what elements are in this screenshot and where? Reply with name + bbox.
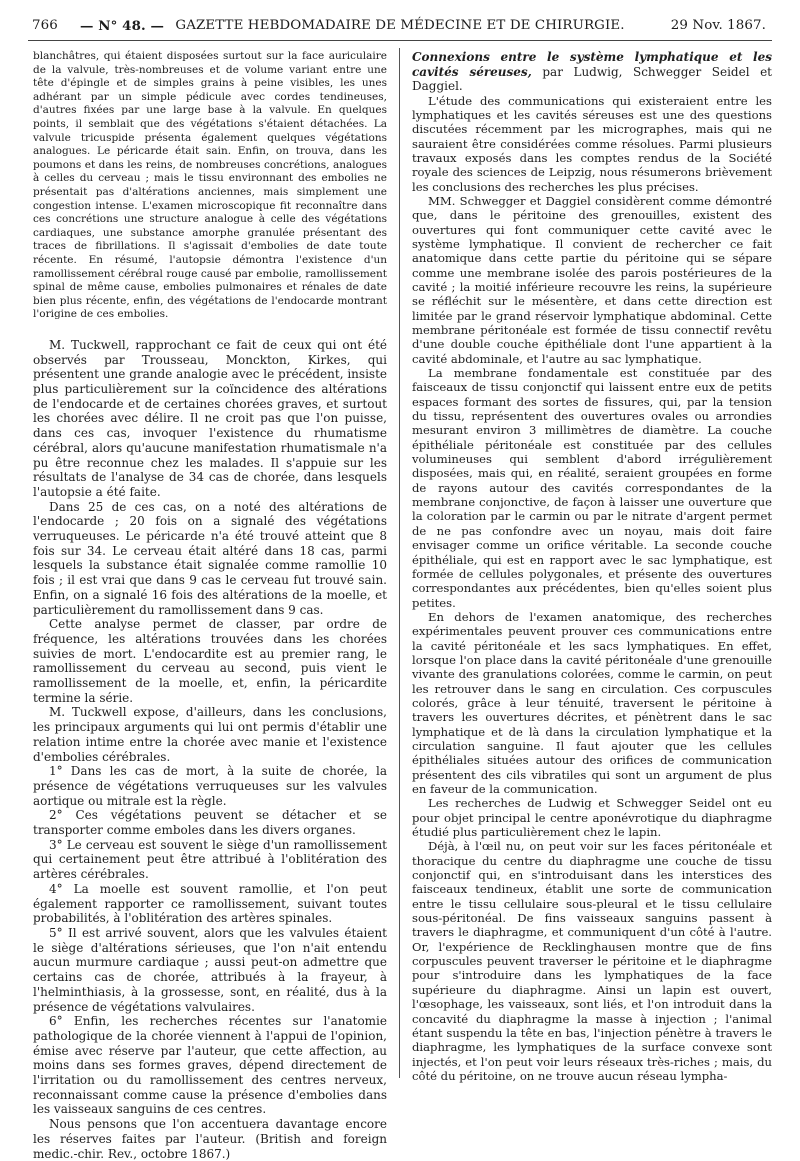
header-rule <box>28 40 772 41</box>
journal-title: GAZETTE HEBDOMADAIRE DE MÉDECINE ET DE CHIRURGIE. <box>175 18 625 33</box>
issue-number: — N° 48. — <box>80 18 164 34</box>
conclusion-item: 4° La moelle est souvent ramollie, et l'on peut également rapporter ce ramollissement, suivant toutes probabilités, à l'oblitération des artères spinales. <box>33 881 387 926</box>
left-column <box>33 50 387 1161</box>
section-heading <box>412 50 772 94</box>
closing-paragraph: Nous pensons que l'on accentuera davantage encore les réserves faites par l'auteur. (British and foreign medic.-chir. Rev., octobre 1867.) <box>33 1117 387 1161</box>
paragraph: M. Tuckwell, rapprochant ce fait de ceux qui ont été observés par Trousseau, Monckton, Kirkes, qui présentent une grande analogie avec le précédent, insiste plus particulièrement sur la coïncidence des altérations de l'endocarde et de certaines chorées graves, et surtout les chorées avec délire. Il ne croit pas que l'on puisse, dans ces cas, invoquer l'existence du rhumatisme cérébral, alors qu'aucune manifestation rhumatismale n'a pu être reconnue chez les malades. Il s'appuie sur les résultats de l'analyse de 34 cas de chorée, dans lesquels l'autopsie a été faite. <box>33 337 387 499</box>
page-number: 766 <box>32 18 58 33</box>
paragraph: Cette analyse permet de classer, par ordre de fréquence, les altérations trouvées dans les chorées suivies de mort. L'endocardite est au premier rang, le ramollissement du cerveau au second, puis vient le ramollissement de la moelle, et, enfin, la péricardite termine la série. <box>33 617 387 705</box>
conclusion-item: 1° Dans les cas de mort, à la suite de chorée, la présence de végétations verruqueuses sur les valvules aortique ou mitrale est la règle. <box>33 764 387 808</box>
paragraph: Les recherches de Ludwig et Schwegger Seidel ont eu pour objet principal le centre aponévrotique du diaphragme étudié plus particulièrement chez le lapin. <box>412 796 772 840</box>
paragraph: En dehors de l'examen anatomique, des recherches expérimentales peuvent prouver ces communications entre la cavité péritonéale et les sacs lymphatiques. En effet, lorsque l'on place dans la cavité péritonéale d'une grenouille vivante des granulations colorées, comme le carmin, on peut les retrouver dans le sang en circulation. Ces corpuscules colorés, grâce à leur ténuité, traversent le péritoine à travers les ouvertures décrites, et pénètrent dans le sac lymphatique et de là dans la circulation lymphatique et la circulation sanguine. Il faut ajouter que les cellules épithéliales situées autour des orifices de communication présentent des cils vibratiles qui sont un argument de plus en faveur de la communication. <box>412 609 772 796</box>
section-title: Connexions entre le système lymphatique et les cavités séreuses, <box>412 50 772 79</box>
paragraph: MM. Schwegger et Daggiel considèrent comme démontré que, dans le péritoine des grenouilles, existent des ouvertures qui font communiquer cette cavité avec le système lymphatique. Il convient de rechercher ce fait anatomique dans cette partie du péritoine qui se sépare comme une membrane isolée des parois postérieures de la cavité ; la moitié inférieure recouvre les reins, la supérieure se réfléchit sur le mésentère, et dans cette direction est limitée par le grand réservoir lymphatique abdominal. Cette membrane péritonéale est formée de tissu connectif revêtu d'une double couche épithéliale dont l'une appartient à la cavité abdominale, et l'autre au sac lymphatique. <box>412 193 772 366</box>
conclusion-item: 2° Ces végétations peuvent se détacher et se transporter comme emboles dans les divers organes. <box>33 808 387 838</box>
paragraph: Dans 25 de ces cas, on a noté des altérations de l'endocarde ; 20 fois on a signalé des végétations verruqueuses. Le péricarde n'a été trouvé atteint que 8 fois sur 34. Le cerveau était altéré dans 18 cas, parmi lesquels la substance était signalée comme ramollie 10 fois ; il est vrai que dans 9 cas le cerveau fut trouvé sain. Enfin, on a signalé 16 fois des altérations de la moelle, et particulièrement du ramollissement dans 9 cas. <box>33 499 387 617</box>
right-column <box>412 50 772 1083</box>
paragraph: L'étude des communications qui existeraient entre les lymphatiques et les cavités séreuses est une des questions discutées récemment par les micrographes, mais qui ne sauraient être considérées comme résolues. Parmi plusieurs travaux exposés dans les comptes rendus de la Société royale des sciences de Leipzig, nous résumerons brièvement les conclusions des recherches les plus précises. <box>412 93 772 194</box>
conclusion-item: 6° Enfin, les recherches récentes sur l'anatomie pathologique de la chorée viennent à l'appui de l'opinion, émise avec réserve par l'auteur, que cette affection, au moins dans ses formes graves, dépend directement de l'irritation ou du ramollissement des centres nerveux, reconnaissant comme cause la présence d'embolies dans les vaisseaux sanguins de ces centres. <box>33 1014 387 1117</box>
conclusion-item: 3° Le cerveau est souvent le siège d'un ramollissement qui certainement peut être attribué à l'oblitération des artères cérébrales. <box>33 837 387 882</box>
paragraph: M. Tuckwell expose, d'ailleurs, dans les conclusions, les principaux arguments qui lui ont permis d'établir une relation intime entre la chorée avec manie et l'existence d'embolies cérébrales. <box>33 705 387 764</box>
issue-date: 29 Nov. 1867. <box>670 18 766 33</box>
column-divider <box>399 48 400 1078</box>
page-header <box>28 8 772 34</box>
paragraph: Déjà, à l'œil nu, on peut voir sur les faces péritonéale et thoracique du centre du diaphragme une couche de tissu conjonctif qui, en s'introduisant dans les interstices des faisceaux tendineux, établit une sorte de communication entre le tissu cellulaire sous-pleural et le tissu cellulaire sous-péritonéal. De fins vaisseaux sanguins passent à travers le diaphragme, et communiquent d'un côté à l'autre. Or, l'expérience de Recklinghausen montre que de fins corpuscules peuvent traverser le péritoine et le diaphragme pour s'introduire dans les lymphatiques de la face supérieure du diaphragme. Ainsi un lapin est ouvert, l'œsophage, les vaisseaux, sont liés, et l'on introduit dans la concavité du diaphragme la masse à injection ; l'animal étant suspendu la tête en bas, l'injection pénètre à travers le diaphragme, les lymphatiques de la surface convexe sont injectés, et l'on peut voir leurs réseaux très-riches ; mais, du côté du péritoine, on ne trouve aucun réseau lympha- <box>412 839 772 1083</box>
case-report-paragraph: blanchâtres, qui étaient disposées surtout sur la face auriculaire de la valvule, très-nombreuses et de volume variant entre une tête d'épingle et de simples grains à peine visibles, les unes adhérant par un simple pédicule avec cordes tendineuses, d'autres fixées par une large base à la valvule. En quelques points, il semblait que des végétations s'étaient détachées. La valvule tricuspide présenta également quelques végétations analogues. Le péricarde était sain. Enfin, on trouva, dans les poumons et dans les reins, de nombreuses concrétions, analogues à celles du cerveau ; mais le tissu environnant des embolies ne présentait pas d'altérations anciennes, mais simplement une congestion intense. L'examen microscopique fit reconnaître dans ces concrétions une structure analogue à celle des végétations cardiaques, une substance amorphe granulée présentant des traces de fibrillations. Il s'agissait d'embolies de date toute récente. En résumé, l'autopsie démontra l'existence d'un ramollissement cérébral rouge causé par embolie, ramollissement spinal de même cause, embolies pulmonaires et rénales de date bien plus récente, enfin, des végétations de l'endocarde montrant l'origine de ces embolies. <box>33 50 387 321</box>
section-authors: par Ludwig, Schwegger Seidel et Daggiel. <box>412 64 773 93</box>
conclusion-item: 5° Il est arrivé souvent, alors que les valvules étaient le siège d'altérations sérieuses, que l'on n'ait entendu aucun murmure cardiaque ; aussi peut-on admettre que certains cas de chorée, attribués à la frayeur, à l'helminthiasis, à la grossesse, sont, en réalité, dus à la présence de végétations valvulaires. <box>33 926 387 1014</box>
paragraph: La membrane fondamentale est constituée par des faisceaux de tissu conjonctif qui laissent entre eux de petits espaces formant des sortes de fissures, qui, par la tension du tissu, représentent des ouvertures ovales ou arrondies mesurant environ 3 millimètres de diamètre. La couche épithéliale péritonéale est constituée par des cellules volumineuses qui semblent d'abord irrégulièrement disposées, mais qui, en réalité, seraient groupées en forme de rayons autour des cavités correspondantes de la membrane conjonctive, de façon à laisser une ouverture que la coloration par le carmin ou par le nitrate d'argent permet de ne pas confondre avec un noyau, mais doit faire envisager comme un orifice véritable. La seconde couche épithéliale, qui est en rapport avec le sac lymphatique, est formée de cellules polygonales, et présente des ouvertures correspondantes aux précédentes, bien qu'elles soient plus petites. <box>412 366 772 610</box>
